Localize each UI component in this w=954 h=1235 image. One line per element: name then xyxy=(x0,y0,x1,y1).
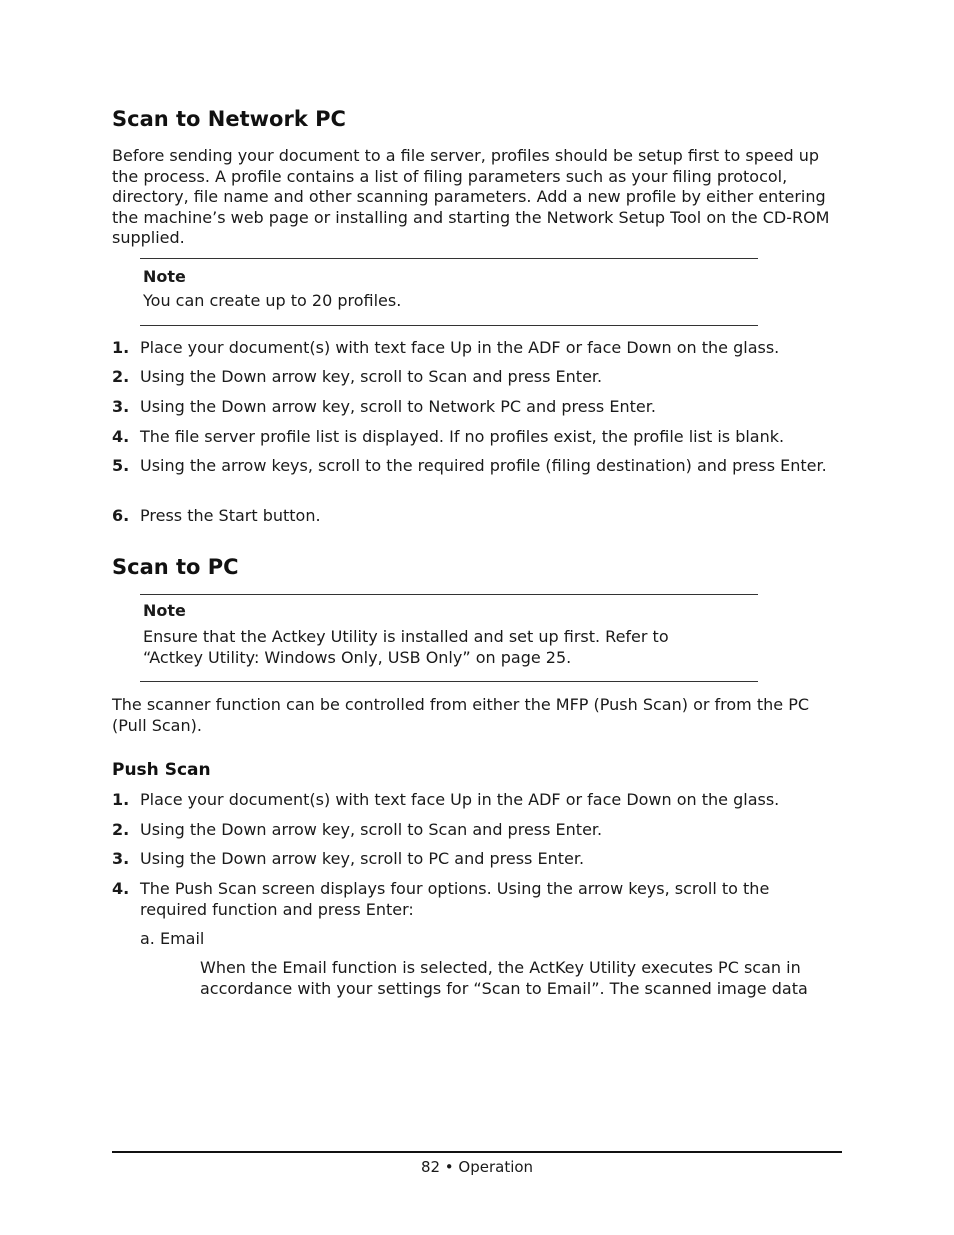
section-title-scan-to-pc: Scan to PC xyxy=(112,555,239,579)
section1-intro: Before sending your document to a file server, profiles should be setup first to speed up the process. A profile contains a list of filing parameters such as your filing protocol, directory, file name and other scanning parameters. Add a new profile by either entering the machine’s web page or installing and starting the Network Setup Tool on the CD-ROM supplied. xyxy=(112,146,830,247)
step-number: 1. xyxy=(112,338,130,357)
note-body: You can create up to 20 profiles. xyxy=(143,291,402,310)
step-number: 5. xyxy=(112,456,130,475)
section-title-scan-to-network-pc: Scan to Network PC xyxy=(112,107,346,131)
step-text: Press the Start button. xyxy=(140,506,321,525)
note-box-actkey xyxy=(140,594,758,682)
step-text: Using the arrow keys, scroll to the required profile (filing destination) and press Enter. xyxy=(140,456,827,475)
step-number: 3. xyxy=(112,397,130,416)
step-text: Using the Down arrow key, scroll to Scan and press Enter. xyxy=(140,367,603,386)
page-footer: 82 • Operation xyxy=(420,1158,534,1176)
step-text: Using the Down arrow key, scroll to Network PC and press Enter. xyxy=(140,397,656,416)
step-text: The Push Scan screen displays four options. Using the arrow keys, scroll to the required function and press Enter: xyxy=(140,879,770,919)
step-number: 4. xyxy=(112,879,130,898)
option-a-label: a. Email xyxy=(140,929,205,948)
step-number: 1. xyxy=(112,790,130,809)
step-text: Using the Down arrow key, scroll to PC and press Enter. xyxy=(140,849,585,868)
step-text: The file server profile list is displayed. If no profiles exist, the profile list is blank. xyxy=(140,427,785,446)
step-number: 4. xyxy=(112,427,130,446)
step-number: 6. xyxy=(112,506,130,525)
note-title: Note xyxy=(143,267,186,286)
subsection-title-push-scan: Push Scan xyxy=(112,760,211,780)
step-text: Using the Down arrow key, scroll to Scan and press Enter. xyxy=(140,820,603,839)
step-number: 2. xyxy=(112,820,130,839)
note-box-profiles xyxy=(140,258,758,326)
option-a-body: When the Email function is selected, the ActKey Utility executes PC scan in accordance with your settings for “Scan to Email”. The scanned image data xyxy=(200,958,808,998)
note-title: Note xyxy=(143,601,186,620)
footer-rule xyxy=(112,1151,842,1153)
step-text: Place your document(s) with text face Up in the ADF or face Down on the glass. xyxy=(140,790,780,809)
note-body: Ensure that the Actkey Utility is installed and set up first. Refer to “Actkey Utility: Windows Only, USB Only” on page 25. xyxy=(143,627,669,667)
step-number: 2. xyxy=(112,367,130,386)
step-text: Place your document(s) with text face Up in the ADF or face Down on the glass. xyxy=(140,338,780,357)
section2-intro: The scanner function can be controlled from either the MFP (Push Scan) or from the PC (Pull Scan). xyxy=(112,695,810,735)
step-number: 3. xyxy=(112,849,130,868)
